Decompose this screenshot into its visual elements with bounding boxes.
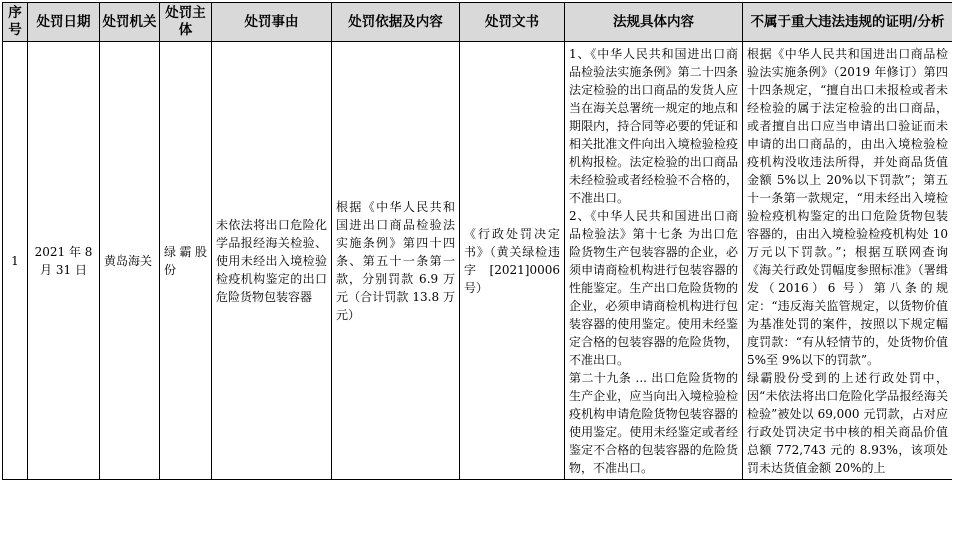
header-authority: 处罚机关 bbox=[100, 3, 160, 42]
cell-date: 2021 年 8 月 31 日 bbox=[28, 42, 100, 480]
table-row bbox=[3, 42, 953, 480]
header-date: 处罚日期 bbox=[28, 3, 100, 42]
cell-content bbox=[565, 42, 743, 480]
header-subject: 处罚主体 bbox=[160, 3, 212, 42]
analysis-paragraph: 根据《中华人民共和国进出口商品检验法实施条例》（2019 年修订）第四十四条规定，“擅自出口未报检或者未经检验的属于法定检验的出口商品，或者擅自出口应当申请出口验证而未申请的出口商品的，由出入境检验检疫机构没收违法所得，并处商品货值金额 5%以上 20%以下罚款”；第五十一条第一款规定，“用未经出入境检验检疫机构鉴定的出口危险货物包装容器的，由出入境检验检疫机构处 10 万元以下罚款。”；根据互联网查询《海关行政处罚幅度参照标准》（署缉发（2016）6 号）第八条的规定：“违反海关监管规定，以货物价值为基准处罚的案件，按照以下规定幅度罚款：“有从轻情节的，处货物价值 5%至 9%以下的罚款”。 bbox=[747, 47, 948, 367]
header-seq: 序号 bbox=[3, 3, 28, 42]
content-paragraph: 2、《中华人民共和国进出口商品检验法》第十七条 为出口危险货物生产包装容器的企业，必须申请商检机构进行包装容器的性能鉴定。生产出口危险货物的企业，必须申请商检机构进行包装容器的使用鉴定。使用未经鉴定合格的包装容器的危险货物，不准出口。 bbox=[569, 209, 738, 367]
header-row bbox=[3, 3, 953, 42]
header-basis: 处罚依据及内容 bbox=[332, 3, 460, 42]
cell-reason: 未依法将出口危险化学品报经海关检验、使用未经出入境检验检疫机构鉴定的出口危险货物包装容器 bbox=[212, 42, 332, 480]
analysis-paragraph: 绿霸股份受到的上述行政处罚中，因“未依法将出口危险化学品报经海关检验”被处以 69,000 元罚款，占对应行政处罚决定书中核的相关商品价值总额 772,743 元的 8.93%，该项处罚未达货值金额 20%的上 bbox=[747, 371, 948, 475]
cell-basis: 根据《中华人民共和国进出口商品检验法实施条例》第四十四条、第五十一条第一款，分别罚款 6.9 万元（合计罚款 13.8 万元） bbox=[332, 42, 460, 480]
header-reason: 处罚事由 bbox=[212, 3, 332, 42]
cell-analysis bbox=[743, 42, 953, 480]
cell-subject: 绿霸股份 bbox=[160, 42, 212, 480]
content-paragraph: 1、《中华人民共和国进出口商品检验法实施条例》第二十四条 法定检验的出口商品的发货人应当在海关总署统一规定的地点和期限内，持合同等必要的凭证和相关批准文件向出入境检验检疫机构报检。法定检验的出口商品未经检验或者经检验不合格的，不准出口。 bbox=[569, 47, 738, 205]
penalty-table bbox=[2, 2, 952, 480]
content-paragraph: 第二十九条 ... 出口危险货物的生产企业，应当向出入境检验检疫机构申请危险货物包装容器的使用鉴定。使用未经鉴定或者经鉴定不合格的包装容器的危险货物，不准出口。 bbox=[569, 371, 738, 475]
cell-authority: 黄岛海关 bbox=[100, 42, 160, 480]
header-document: 处罚文书 bbox=[460, 3, 565, 42]
cell-document: 《行政处罚决定书》（黄关绿检违字[2021]0006 号） bbox=[460, 42, 565, 480]
header-analysis: 不属于重大违法违规的证明/分析 bbox=[743, 3, 953, 42]
header-content: 法规具体内容 bbox=[565, 3, 743, 42]
cell-seq: 1 bbox=[3, 42, 28, 480]
penalty-table-viewport bbox=[2, 2, 952, 554]
